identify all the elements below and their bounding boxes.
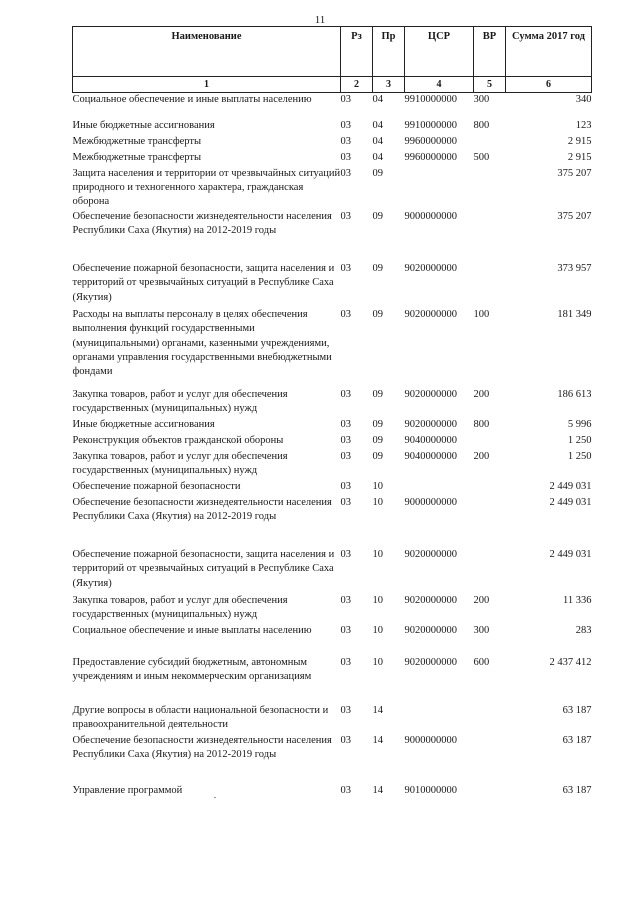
cell-csr: 9020000000 (404, 262, 457, 274)
cell-vr (474, 784, 506, 804)
cell-vr: 300 (473, 624, 490, 636)
budget-table (72, 26, 592, 804)
table-row (73, 450, 592, 480)
cell-csr: 9020000000 (404, 548, 457, 560)
cell-vr: 200 (473, 388, 490, 400)
cell-rz: 03 (340, 656, 351, 668)
cell-sum: 375 207 (557, 167, 592, 179)
cell-name: Обеспечение пожарной безопасности (72, 480, 241, 492)
cell-csr: 9960000000 (404, 151, 457, 163)
table-row (73, 93, 592, 119)
cell-sum: 373 957 (557, 262, 592, 274)
cell-rz: 03 (340, 119, 351, 131)
cell-vr (474, 167, 506, 210)
cell-sum: 11 336 (563, 594, 592, 606)
table-row (73, 548, 592, 594)
table-row (73, 704, 592, 734)
cell-pr: 10 (372, 496, 383, 508)
cell-name: Закупка товаров, работ и услуг для обеспечения государственных (муниципальных) нужд (72, 388, 288, 415)
cell-vr (474, 496, 506, 548)
cell-name: Обеспечение пожарной безопасности, защита населения и территорий от чрезвычайных ситуаций в Республике Саха (Якутия) (72, 548, 335, 589)
cell-vr (474, 704, 506, 734)
cell-sum: 2 915 (567, 135, 592, 147)
cell-sum: 375 207 (557, 210, 592, 222)
cell-pr: 10 (372, 624, 383, 636)
table-row (73, 388, 592, 418)
cell-name: Расходы на выплаты персоналу в целях обеспечения выполнения функций государственными (муниципальными) органами, казенными учреждениями, органами управления государственными внебюджетными фондами (72, 308, 332, 378)
cell-name: Иные бюджетные ассигнования (72, 418, 215, 430)
table-row (73, 594, 592, 624)
cell-pr: 04 (372, 94, 383, 105)
cell-pr: 14 (372, 704, 383, 716)
cell-csr: 9020000000 (404, 594, 457, 606)
cell-csr: 9910000000 (404, 119, 457, 131)
cell-vr: 300 (473, 94, 490, 105)
cell-pr: 04 (372, 135, 383, 147)
cell-pr: 04 (372, 151, 383, 163)
cell-sum: 2 449 031 (549, 480, 592, 492)
cell-rz: 03 (340, 308, 351, 320)
cell-sum: 2 915 (567, 151, 592, 163)
cell-sum: 2 437 412 (549, 656, 592, 668)
cell-sum: 63 187 (562, 704, 592, 716)
cell-name: Межбюджетные трансферты (72, 135, 202, 147)
cell-sum: 283 (575, 624, 592, 636)
cell-csr: 9960000000 (404, 135, 457, 147)
cell-csr: 9020000000 (404, 656, 457, 668)
cell-rz: 03 (340, 450, 351, 462)
cell-vr (474, 135, 506, 151)
header-vr: ВР (474, 27, 506, 77)
cell-csr: 9010000000 (404, 784, 457, 796)
cell-sum: 186 613 (557, 388, 592, 400)
cell-name: Обеспечение пожарной безопасности, защита населения и территорий от чрезвычайных ситуаций в Республике Саха (Якутия) (72, 262, 335, 303)
cell-pr: 09 (372, 262, 383, 274)
cell-rz: 03 (340, 167, 351, 179)
cell-name: Межбюджетные трансферты (72, 151, 202, 163)
cell-vr (474, 734, 506, 784)
header-name: Наименование (73, 27, 341, 77)
cell-sum: 2 449 031 (549, 548, 592, 560)
cell-rz: 03 (340, 388, 351, 400)
cell-pr: 04 (372, 119, 383, 131)
cell-sum: 1 250 (567, 434, 592, 446)
column-number-row (73, 77, 592, 93)
cell-pr: 09 (372, 450, 383, 462)
cell-csr: 9020000000 (404, 624, 457, 636)
cell-name: Другие вопросы в области национальной безопасности и правоохранительной деятельности (72, 704, 329, 731)
cell-pr: 09 (372, 308, 383, 320)
cell-pr: 10 (372, 656, 383, 668)
header-csr: ЦСР (405, 27, 474, 77)
cell-rz: 03 (340, 784, 351, 796)
cell-rz: 03 (340, 418, 351, 430)
cell-rz: 03 (340, 704, 351, 716)
cell-pr: 09 (372, 210, 383, 222)
column-number: 2 (341, 77, 373, 93)
cell-name: Закупка товаров, работ и услуг для обеспечения государственных (муниципальных) нужд (72, 450, 288, 477)
cell-rz: 03 (340, 548, 351, 560)
cell-vr (474, 210, 506, 262)
cell-csr: 9000000000 (404, 734, 457, 746)
cell-csr: 9040000000 (404, 434, 457, 446)
cell-name: Обеспечение безопасности жизнедеятельности населения Республики Саха (Якутия) на 2012-2019 годы (72, 210, 332, 237)
cell-csr: 9000000000 (404, 496, 457, 508)
cell-pr: 14 (372, 734, 383, 746)
cell-vr (474, 434, 506, 450)
cell-vr: 200 (473, 594, 490, 606)
header-sum: Сумма 2017 год (506, 27, 592, 77)
cell-name: Обеспечение безопасности жизнедеятельности населения Республики Саха (Якутия) на 2012-2019 годы (72, 496, 332, 523)
page-number: 11 (314, 14, 326, 26)
column-number: 3 (373, 77, 405, 93)
cell-name: Обеспечение безопасности жизнедеятельности населения Республики Саха (Якутия) на 2012-2019 годы (72, 734, 332, 761)
table-row (73, 496, 592, 548)
cell-vr: 100 (473, 308, 490, 320)
cell-pr: 10 (372, 480, 383, 492)
table-row (73, 624, 592, 656)
cell-name: Социальное обеспечение и иные выплаты населению (72, 94, 312, 105)
cell-vr: 800 (473, 119, 490, 131)
table-row (73, 434, 592, 450)
cell-csr: 9020000000 (404, 388, 457, 400)
cell-rz: 03 (340, 94, 351, 105)
cell-rz: 03 (340, 262, 351, 274)
cell-sum: 181 349 (557, 308, 592, 320)
cell-pr: 09 (372, 418, 383, 430)
cell-sum: 2 449 031 (549, 496, 592, 508)
cell-vr (474, 262, 506, 308)
cell-pr: 10 (372, 594, 383, 606)
cell-vr: 800 (473, 418, 490, 430)
cell-rz: 03 (340, 594, 351, 606)
cell-vr: 500 (473, 151, 490, 163)
table-row (73, 480, 592, 496)
cell-rz: 03 (340, 496, 351, 508)
cell-name: Защита населения и территории от чрезвычайных ситуаций природного и техногенного характера, гражданская оборона (72, 167, 341, 208)
cell-name: Закупка товаров, работ и услуг для обеспечения государственных (муниципальных) нужд (72, 594, 288, 621)
cell-sum: 63 187 (562, 784, 592, 796)
cell-rz: 03 (340, 624, 351, 636)
cell-sum: 123 (575, 119, 592, 131)
cell-csr (405, 704, 474, 734)
cell-pr: 09 (372, 434, 383, 446)
cell-name: Иные бюджетные ассигнования (72, 119, 215, 131)
header-rz: Рз (341, 27, 373, 77)
cell-pr: 09 (372, 167, 383, 179)
cell-csr (405, 167, 474, 210)
column-number: 1 (73, 77, 341, 93)
table-row (73, 418, 592, 434)
cell-rz: 03 (340, 734, 351, 746)
cell-vr: 200 (473, 450, 490, 462)
table-row (73, 119, 592, 135)
cell-vr: 600 (473, 656, 490, 668)
cell-sum: 5 996 (567, 418, 592, 430)
header-pr: Пр (373, 27, 405, 77)
cell-pr: 10 (372, 548, 383, 560)
table-row (73, 784, 592, 804)
cell-csr: 9040000000 (404, 450, 457, 462)
table-row (73, 734, 592, 784)
table-row (73, 167, 592, 210)
header-row (73, 27, 592, 77)
cell-csr: 9020000000 (404, 308, 457, 320)
cell-pr: 09 (372, 388, 383, 400)
cell-sum: 340 (575, 94, 592, 105)
table-row (73, 262, 592, 308)
cell-rz: 03 (340, 210, 351, 222)
cell-rz: 03 (340, 151, 351, 163)
table-row (73, 656, 592, 704)
column-number: 4 (405, 77, 474, 93)
cell-name: Социальное обеспечение и иные выплаты населению (72, 624, 312, 636)
cell-name: Предоставление субсидий бюджетным, автономным учреждениям и иным некоммерческим организациям (72, 656, 312, 683)
cell-vr (474, 480, 506, 496)
cell-csr (405, 480, 474, 496)
cell-sum: 63 187 (562, 734, 592, 746)
table-row (73, 210, 592, 262)
cell-sum: 1 250 (567, 450, 592, 462)
cell-csr: 9020000000 (404, 418, 457, 430)
column-number: 5 (474, 77, 506, 93)
cell-rz: 03 (340, 434, 351, 446)
column-number: 6 (506, 77, 592, 93)
cell-rz: 03 (340, 135, 351, 147)
table-row (73, 151, 592, 167)
cell-csr: 9000000000 (404, 210, 457, 222)
cell-csr: 9910000000 (404, 94, 457, 105)
cell-pr: 14 (372, 784, 383, 796)
cell-name: Управление программой (72, 784, 183, 796)
scan-speck (214, 797, 216, 798)
cell-name: Реконструкция объектов гражданской обороны (72, 434, 284, 446)
cell-rz: 03 (340, 480, 351, 492)
table-row (73, 135, 592, 151)
table-row (73, 308, 592, 388)
cell-vr (474, 548, 506, 594)
